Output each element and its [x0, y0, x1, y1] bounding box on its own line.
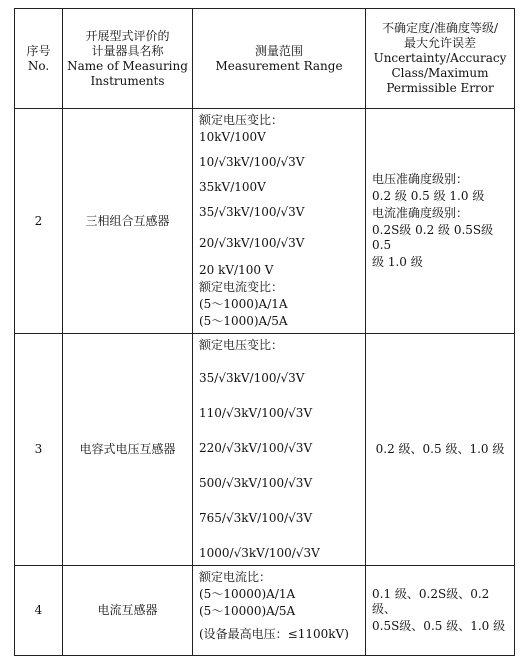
uncertainty-line: 0.2 级、0.5 级、1.0 级 [375, 442, 505, 456]
table-row [15, 109, 515, 334]
table-header-row [15, 9, 515, 109]
range-line: 35kV/100V [199, 180, 266, 194]
header-name [63, 9, 193, 109]
header-name-zh-1: 开展型式评价的 [85, 28, 170, 43]
range-line: 500/√3kV/100/√3V [199, 476, 313, 490]
header-uncertainty [366, 9, 515, 109]
uncertainty-line: 级 1.0 级 [372, 255, 423, 269]
range-line: 35/√3kV/100/√3V [199, 371, 305, 385]
header-no-en: No. [27, 58, 50, 73]
header-no-zh: 序号 [26, 43, 51, 58]
range-line: 10kV/100V [199, 130, 266, 144]
uncertainty-line: 0.2S级 0.2 级 0.5S级 0.5 [372, 223, 494, 252]
row-no: 2 [15, 109, 63, 334]
range-line: 额定电流变比： [199, 280, 284, 294]
row-name: 电容式电压互感器 [63, 334, 193, 566]
uncertainty-line: 0.2 级 0.5 级 1.0 级 [372, 189, 485, 203]
range-line: 额定电流比： [199, 570, 272, 584]
range-line: 110/√3kV/100/√3V [199, 406, 313, 420]
header-name-zh-2: 计量器具名称 [91, 43, 164, 58]
row-name: 电流互感器 [63, 566, 193, 656]
range-line: (5～1000)A/5A [199, 314, 288, 328]
header-no [15, 9, 63, 109]
row-range [193, 334, 366, 566]
row-no: 4 [15, 566, 63, 656]
calibration-table [14, 8, 515, 656]
header-name-en-2: Instruments [90, 73, 165, 88]
row-uncertainty [366, 566, 515, 656]
header-range [193, 9, 366, 109]
range-line: 765/√3kV/100/√3V [199, 511, 313, 525]
row-uncertainty [366, 334, 515, 566]
header-range-zh: 测量范围 [254, 43, 303, 58]
table-row [15, 334, 515, 566]
uncertainty-line: 电流准确度级别： [372, 206, 469, 220]
uncertainty-line: 0.1 级、0.2S级、0.2 级、 [372, 587, 490, 616]
uncertainty-line: 电压准确度级别： [372, 172, 469, 186]
row-uncertainty [366, 109, 515, 334]
range-line: 10/√3kV/100/√3V [199, 155, 305, 169]
row-range [193, 566, 366, 656]
range-line: (5～10000)A/1A [199, 587, 296, 601]
header-unc-zh-2: 最大允许误差 [403, 36, 476, 50]
header-range-en: Measurement Range [215, 58, 343, 73]
uncertainty-line: 0.5S级、0.5 级、1.0 级 [372, 619, 506, 633]
row-no: 3 [15, 334, 63, 566]
range-line: 20/√3kV/100/√3V [199, 236, 305, 250]
range-line: 额定电压变比： [199, 113, 284, 127]
header-unc-zh-1: 不确定度/准确度等级/ [381, 21, 499, 35]
range-line: (设备最高电压：≤1100kV) [199, 627, 349, 641]
header-unc-en-3: Permissible Error [386, 81, 494, 95]
range-line: 35/√3kV/100/√3V [199, 205, 305, 219]
range-line: 20 kV/100 V [199, 263, 274, 277]
header-unc-en-2: Class/Maximum [391, 66, 489, 80]
range-line: (5～10000)A/5A [199, 604, 296, 618]
header-name-en-1: Name of Measuring [67, 58, 188, 73]
range-line: (5～1000)A/1A [199, 297, 288, 311]
table-row [15, 566, 515, 656]
range-line: 220/√3kV/100/√3V [199, 441, 313, 455]
row-name: 三相组合互感器 [63, 109, 193, 334]
range-line: 额定电压变比： [199, 338, 284, 352]
range-line: 1000/√3kV/100/√3V [199, 546, 320, 560]
row-range [193, 109, 366, 334]
header-unc-en-1: Uncertainty/Accuracy [373, 51, 507, 65]
